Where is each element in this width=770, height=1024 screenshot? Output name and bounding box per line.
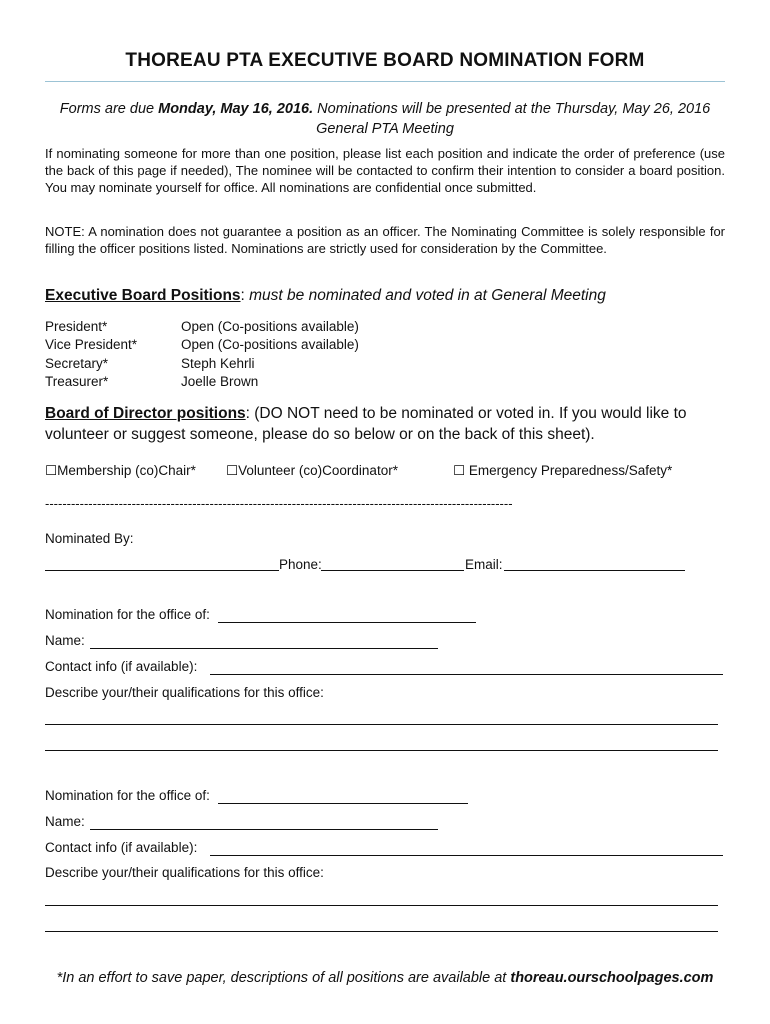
position-row-treasurer [45,373,545,391]
form-title: THOREAU PTA EXECUTIVE BOARD NOMINATION FORM [125,50,645,71]
board-of-directors-heading [45,403,725,445]
contact-label: Contact info (if available): [45,840,198,855]
dashed-divider: ------------------------------------------------------------------------------------------------------------ [45,496,513,511]
executive-heading-label: Executive Board Positions [45,287,241,304]
executive-heading-subtitle: must be nominated and voted in at General Meeting [244,287,606,304]
checkbox-membership-chair[interactable] [45,462,196,480]
qualifications-field-line-2[interactable] [45,750,718,751]
checkbox-label: Emergency Preparedness/Safety* [465,463,673,478]
checkbox-icon[interactable]: ☐ [453,463,466,478]
note-paragraph: NOTE: A nomination does not guarantee a position as an officer. The Nominating Committee is solely responsible for filling the officer positions listed. Nominations are strictly used for consideration by the Committee. [45,224,725,256]
checkbox-icon[interactable]: ☐ [45,463,58,478]
board-heading-label: Board of Director positions [45,405,246,422]
checkbox-emergency-preparedness[interactable] [453,462,672,480]
nominator-name-field[interactable] [45,570,279,571]
qualifications-field-line-1[interactable] [45,724,718,725]
due-date-notice [45,99,725,139]
qualifications-label: Describe your/their qualifications for this office: [45,685,324,700]
executive-board-heading [45,286,725,306]
footer-link[interactable]: thoreau.ourschoolpages.com [510,970,714,986]
executive-positions-list [45,318,545,391]
name-label: Name: [45,633,85,648]
due-prefix: Forms are due [59,101,159,117]
position-title: President* [45,319,108,334]
office-label: Nomination for the office of: [45,607,210,622]
email-field[interactable] [504,570,685,571]
phone-field[interactable] [321,570,464,571]
board-heading-text: : (DO NOT need to be nominated or voted in. If you would like to volunteer or suggest someone, please do so below or on the back of this sheet). [45,405,687,443]
name-field[interactable] [90,648,438,649]
name-label: Name: [45,814,85,829]
due-suffix: Nominations will be presented at the Thursday, May 26, 2016 General PTA Meeting [313,101,711,137]
position-title: Vice President* [45,337,138,353]
footer-text: *In an effort to save paper, descriptions of all positions are available at [56,970,511,986]
contact-field[interactable] [210,855,723,856]
position-row-vice-president [45,336,545,354]
checkbox-label: Volunteer (co)Coordinator* [238,463,398,478]
qualifications-field-line-1[interactable] [45,905,718,906]
office-label: Nomination for the office of: [45,788,210,803]
checkbox-icon[interactable]: ☐ [226,463,239,478]
position-holder: Open (Co-positions available) [181,337,359,353]
executive-heading-colon: : [240,287,245,304]
footer-note [45,968,725,988]
qualifications-label: Describe your/their qualifications for this office: [45,865,324,880]
contact-field[interactable] [210,674,723,675]
position-row-secretary [45,355,545,373]
title-divider [45,81,725,82]
position-title: Secretary* [45,355,109,371]
position-row-president [45,318,545,336]
instructions-paragraph: If nominating someone for more than one position, please list each position and indicate the order of preference (use the back of this page if needed), The nominee will be contacted to confirm their intention to consider a board position. You may nominate yourself for office. All nominations are confidential once submitted. [45,146,725,195]
contact-label: Contact info (if available): [45,659,198,674]
position-holder: Open (Co-positions available) [181,319,359,334]
nomination-form-page [45,0,725,1024]
position-title: Treasurer* [45,373,109,389]
office-field[interactable] [218,803,468,804]
name-field[interactable] [90,829,438,830]
qualifications-field-line-2[interactable] [45,931,718,932]
office-field[interactable] [218,622,476,623]
nominated-by-label: Nominated By: [45,531,134,546]
checkbox-label: Membership (co)Chair* [57,463,196,478]
phone-label: Phone: [279,557,322,572]
position-holder: Steph Kehrli [181,355,255,371]
email-label: Email: [465,557,503,572]
due-date: Monday, May 16, 2016. [158,101,314,117]
checkbox-volunteer-coordinator[interactable] [226,462,398,480]
position-holder: Joelle Brown [181,373,259,389]
